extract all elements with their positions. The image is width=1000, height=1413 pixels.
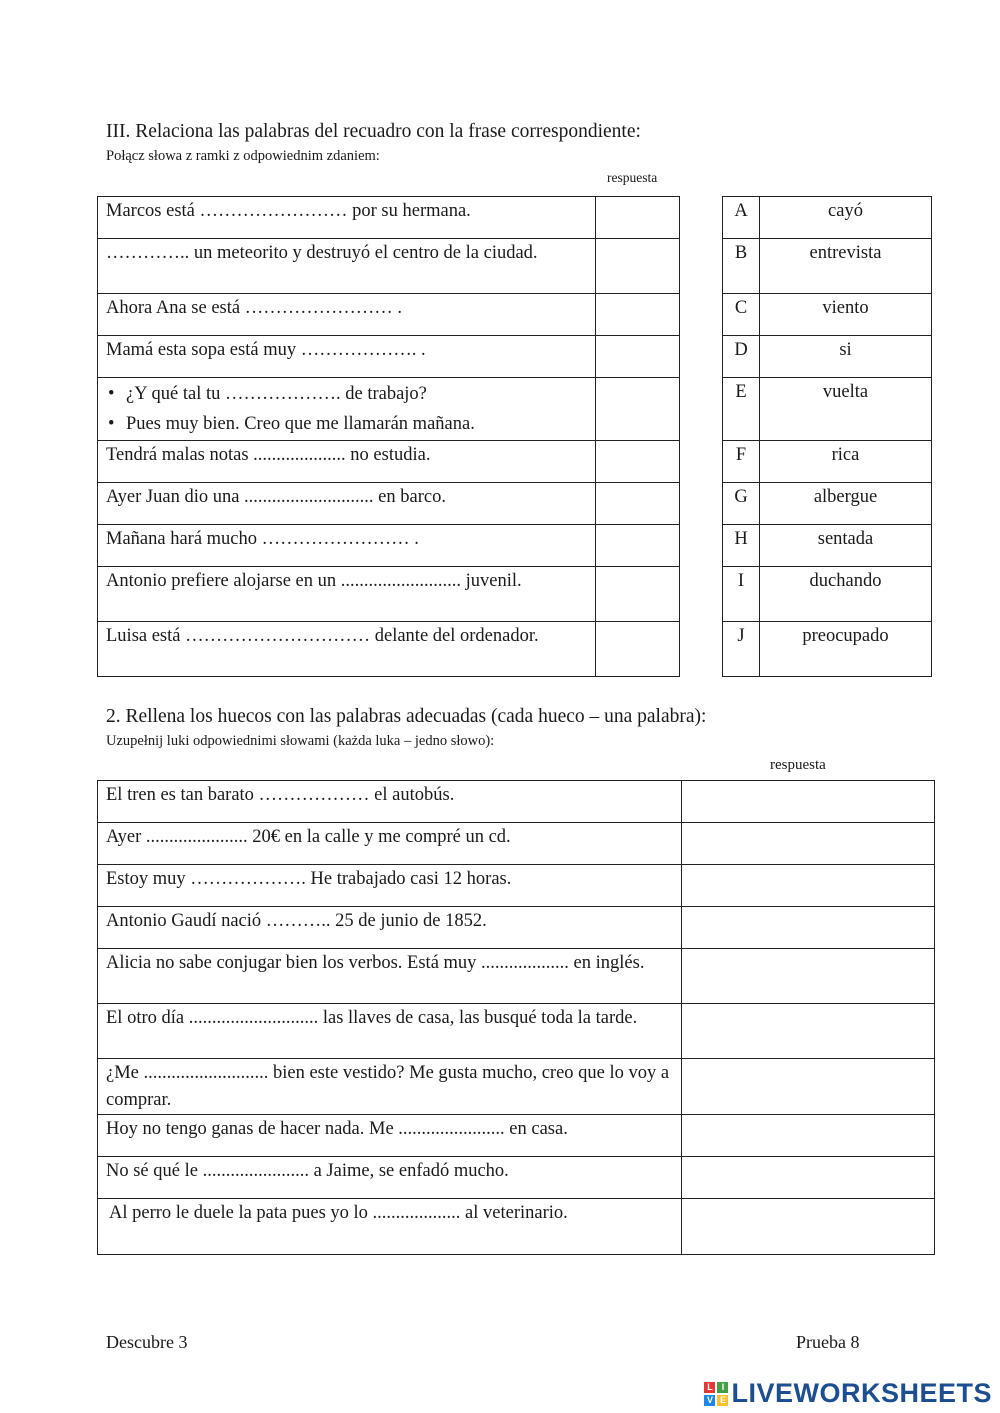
liveworksheets-logo (704, 1378, 992, 1409)
word-letter: E (723, 378, 760, 441)
gap-sentence-10: Al perro le duele la pata pues yo lo ................... al veterinario. (98, 1199, 682, 1255)
table-row (723, 483, 932, 525)
table-row (723, 525, 932, 567)
table-row (98, 441, 680, 483)
word-letter: D (723, 336, 760, 378)
section1-subtitle: Połącz słowa z ramki z odpowiednim zdaniem: (106, 148, 380, 164)
section2-answer-label: respuesta (770, 757, 826, 773)
gap-sentence-3: Estoy muy ………………. He trabajado casi 12 horas. (98, 865, 682, 907)
sentence-4: Mamá esta sopa está muy ………………. . (98, 336, 596, 378)
dialogue-list (106, 379, 587, 439)
answer-box-1[interactable] (595, 197, 679, 239)
sentence-8: Mañana hará mucho …………………… . (98, 525, 596, 567)
word-letter: C (723, 294, 760, 336)
logo-letter: I (717, 1382, 728, 1393)
sentence-3: Ahora Ana se está …………………… . (98, 294, 596, 336)
table-row (723, 567, 932, 622)
gap-answer-box-4[interactable] (682, 907, 935, 949)
liveworksheets-logo-icon (704, 1382, 728, 1406)
word-option: rica (760, 441, 932, 483)
sentence-10: Luisa está ………………………… delante del ordenador. (98, 622, 596, 677)
table-row (98, 823, 935, 865)
word-letter: J (723, 622, 760, 677)
sentence-1: Marcos está …………………… por su hermana. (98, 197, 596, 239)
table-row (723, 294, 932, 336)
table-row (98, 1004, 935, 1059)
word-option: vuelta (760, 378, 932, 441)
word-option: albergue (760, 483, 932, 525)
answer-box-8[interactable] (595, 525, 679, 567)
gap-answer-box-3[interactable] (682, 865, 935, 907)
answer-box-4[interactable] (595, 336, 679, 378)
dialogue-line-2: • Pues muy bien. Creo que me llamarán mañana. (106, 409, 587, 439)
logo-letter: E (717, 1395, 728, 1406)
gap-answer-box-5[interactable] (682, 949, 935, 1004)
sentence-9: Antonio prefiere alojarse en un .......................... juvenil. (98, 567, 596, 622)
answer-box-9[interactable] (595, 567, 679, 622)
sentence-2: ………….. un meteorito y destruyó el centro de la ciudad. (98, 239, 596, 294)
table-row (98, 567, 680, 622)
word-box-table (722, 196, 932, 677)
footer-test-number: Prueba 8 (796, 1332, 860, 1352)
word-letter: B (723, 239, 760, 294)
section2-title: 2. Rellena los huecos con las palabras adecuadas (cada hueco – una palabra): (106, 706, 707, 727)
word-letter: G (723, 483, 760, 525)
table-row (98, 781, 935, 823)
dialogue-line-1: • ¿Y qué tal tu ………………. de trabajo? (106, 379, 587, 409)
table-row (98, 1059, 935, 1115)
word-option: preocupado (760, 622, 932, 677)
gap-answer-box-8[interactable] (682, 1115, 935, 1157)
word-option: sentada (760, 525, 932, 567)
table-row (723, 622, 932, 677)
table-row (723, 197, 932, 239)
word-letter: F (723, 441, 760, 483)
gap-answer-box-2[interactable] (682, 823, 935, 865)
section1-answer-label: respuesta (607, 170, 658, 185)
logo-letter: L (704, 1382, 715, 1393)
section1-title: III. Relaciona las palabras del recuadro con la frase correspondiente: (106, 121, 641, 142)
gap-sentence-7: ¿Me ........................... bien este vestido? Me gusta mucho, creo que lo voy a comprar. (98, 1059, 682, 1115)
gap-sentence-5: Alicia no sabe conjugar bien los verbos. Está muy ................... en inglés. (98, 949, 682, 1004)
gap-answer-box-1[interactable] (682, 781, 935, 823)
word-option: si (760, 336, 932, 378)
table-row (98, 1157, 935, 1199)
table-row (98, 622, 680, 677)
table-row (98, 525, 680, 567)
table-row (723, 239, 932, 294)
table-row (98, 483, 680, 525)
word-letter: I (723, 567, 760, 622)
matching-sentences-table (97, 196, 680, 677)
table-row (98, 949, 935, 1004)
sentence-6: Tendrá malas notas .................... no estudia. (98, 441, 596, 483)
gap-sentence-8: Hoy no tengo ganas de hacer nada. Me ....................... en casa. (98, 1115, 682, 1157)
liveworksheets-wordmark: LIVEWORKSHEETS (731, 1378, 992, 1408)
table-row (98, 1199, 935, 1255)
gap-answer-box-10[interactable] (682, 1199, 935, 1255)
answer-box-3[interactable] (595, 294, 679, 336)
table-row (723, 441, 932, 483)
gap-sentence-6: El otro día ............................ las llaves de casa, las busqué toda la tarde. (98, 1004, 682, 1059)
answer-box-10[interactable] (595, 622, 679, 677)
gap-sentence-4: Antonio Gaudí nació ……….. 25 de junio de 1852. (98, 907, 682, 949)
gap-sentence-9: No sé qué le ....................... a Jaime, se enfadó mucho. (98, 1157, 682, 1199)
table-row (98, 239, 680, 294)
word-option: cayó (760, 197, 932, 239)
gap-answer-box-9[interactable] (682, 1157, 935, 1199)
gap-sentence-2: Ayer ...................... 20€ en la calle y me compré un cd. (98, 823, 682, 865)
table-row (98, 197, 680, 239)
answer-box-6[interactable] (595, 441, 679, 483)
table-row (98, 865, 935, 907)
logo-letter: V (704, 1395, 715, 1406)
answer-box-5[interactable] (595, 378, 679, 441)
word-letter: H (723, 525, 760, 567)
answer-box-2[interactable] (595, 239, 679, 294)
fill-gaps-table (97, 780, 935, 1255)
table-row (98, 294, 680, 336)
table-row (723, 336, 932, 378)
gap-sentence-1: El tren es tan barato ……………… el autobús. (98, 781, 682, 823)
answer-box-7[interactable] (595, 483, 679, 525)
word-option: duchando (760, 567, 932, 622)
dialogue-cell (98, 378, 596, 441)
gap-answer-box-6[interactable] (682, 1004, 935, 1059)
gap-answer-box-7[interactable] (682, 1059, 935, 1115)
footer-book-title: Descubre 3 (106, 1332, 188, 1352)
table-row (723, 378, 932, 441)
table-row (98, 907, 935, 949)
section2-subtitle: Uzupełnij luki odpowiednimi słowami (każda luka – jedno słowo): (106, 733, 495, 749)
word-option: entrevista (760, 239, 932, 294)
word-option: viento (760, 294, 932, 336)
sentence-7: Ayer Juan dio una ............................ en barco. (98, 483, 596, 525)
table-row (98, 336, 680, 378)
table-row (98, 1115, 935, 1157)
table-row (98, 378, 680, 441)
word-letter: A (723, 197, 760, 239)
